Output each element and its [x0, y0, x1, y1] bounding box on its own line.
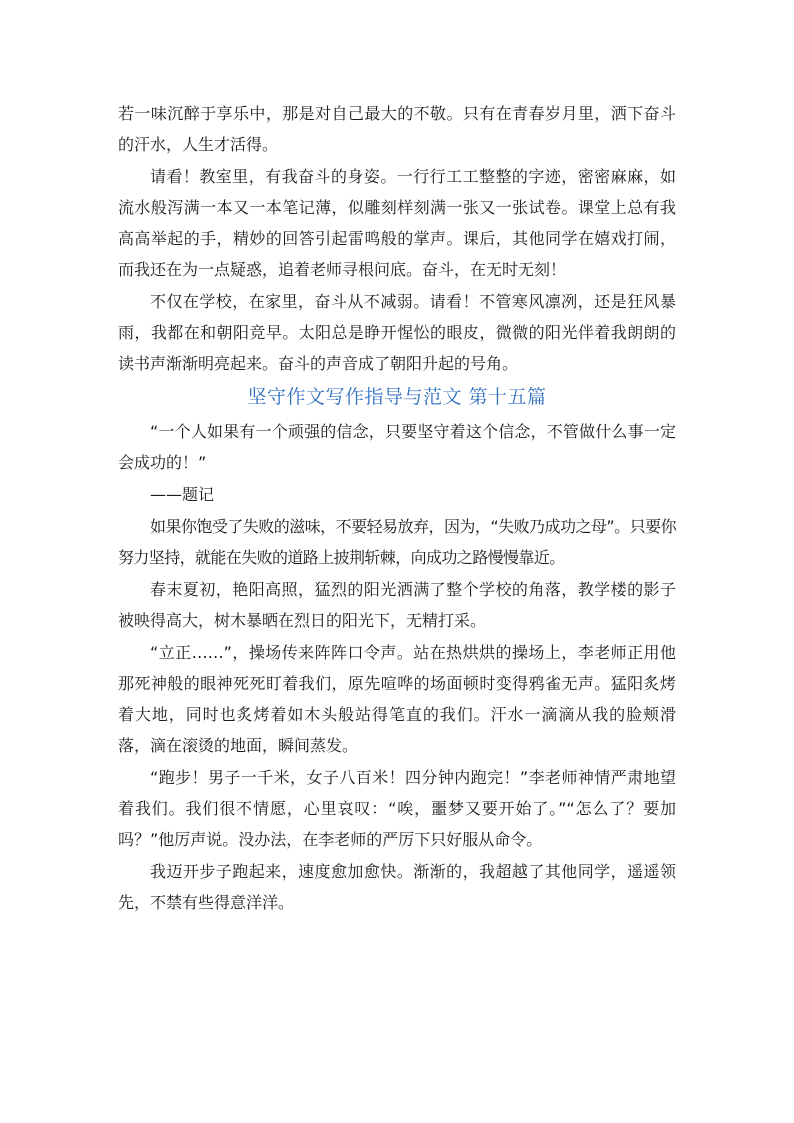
paragraph-classroom: 请看！教室里，有我奋斗的身姿。一行行工工整整的字迹，密密麻麻，如流水般泻满一本又一本笔记薄，似雕刻样刻满一张又一张试卷。课堂上总有我高高举起的手，精妙的回答引起雷鸣般的掌声。课后，其他同学在嬉戏打闹，而我还在为一点疑惑，追着老师寻根问底。奋斗，在无时无刻！	[118, 167, 676, 279]
section-heading: 坚守作文写作指导与范文 第十五篇	[247, 386, 547, 408]
paragraph-failure: 如果你饱受了失败的滋味，不要轻易放弃，因为，“失败乃成功之母”。只要你努力坚持，就能在失败的道路上披荆斩棘，向成功之路慢慢靠近。	[118, 517, 676, 567]
epigraph-quote: “一个人如果有一个顽强的信念，只要坚守着这个信念，不管做什么事一定会成功的！”	[118, 422, 676, 472]
paragraph-run-order: “跑步！男子一千米，女子八百米！四分钟内跑完！”李老师神情严肃地望着我们。我们很不情愿，心里哀叹：“唉，噩梦又要开始了。”“怎么了？要加吗？”他厉声说。没办法，在李老师的严厉下只好服从命令。	[118, 768, 676, 849]
paragraph-opening: 若一味沉醉于享乐中，那是对自己最大的不敬。只有在青春岁月里，洒下奋斗的汗水，人生才活得。	[118, 104, 676, 154]
paragraph-running: 我迈开步子跑起来，速度愈加愈快。渐渐的，我超越了其他同学，遥遥领先，不禁有些得意洋洋。	[118, 862, 676, 912]
epigraph-signature: ——题记	[150, 485, 215, 504]
paragraph-season: 春末夏初，艳阳高照，猛烈的阳光洒满了整个学校的角落，教学楼的影子被映得高大，树木暴晒在烈日的阳光下，无精打采。	[118, 580, 676, 630]
paragraph-home: 不仅在学校，在家里，奋斗从不减弱。请看！不管寒风凛冽，还是狂风暴雨，我都在和朝阳竞早。太阳总是睁开惺忪的眼皮，微微的阳光伴着我朗朗的读书声渐渐明亮起来。奋斗的声音成了朝阳升起的号角。	[118, 292, 676, 373]
document-body	[118, 98, 676, 919]
paragraph-drill: “立正……”，操场传来阵阵口令声。站在热烘烘的操场上，李老师正用他那死神般的眼神死死盯着我们，原先喧哗的场面顿时变得鸦雀无声。猛阳炙烤着大地，同时也炙烤着如木头般站得笔直的我们。汗水一滴滴从我的脸颊滑落，滴在滚烫的地面，瞬间蒸发。	[118, 643, 676, 755]
